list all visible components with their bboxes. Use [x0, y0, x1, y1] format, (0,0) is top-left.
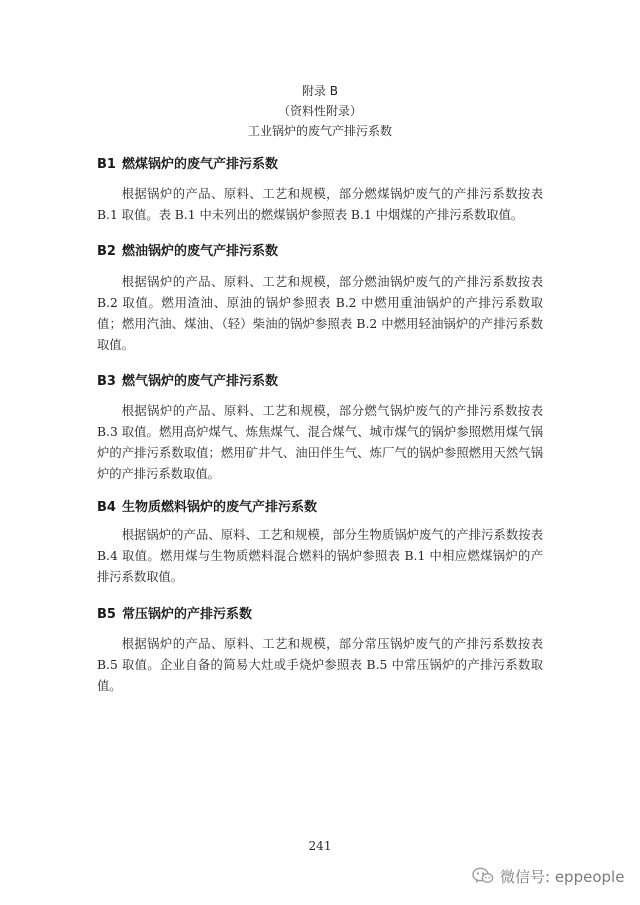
section-heading [97, 603, 557, 622]
section-heading [97, 496, 557, 515]
section-title: 燃气锅炉的废气产排污系数 [121, 374, 278, 389]
section-title: 燃油锅炉的废气产排污系数 [121, 244, 278, 259]
section-number: B1 [97, 157, 116, 172]
section-number: B4 [97, 500, 116, 515]
section-paragraph: 根据锅炉的产品、原料、工艺和规模，部分生物质锅炉废气的产排污系数按表 B.4 取值。燃用煤与生物质燃料混合燃料的锅炉参照表 B.1 中相应燃煤锅炉的产排污系数取值。 [97, 528, 543, 584]
section-heading [97, 240, 557, 259]
watermark [472, 864, 624, 888]
section-number: B2 [97, 244, 116, 259]
section-paragraph: 根据锅炉的产品、原料、工艺和规模，部分常压锅炉废气的产排污系数按表 B.5 取值。企业自备的简易大灶或手烧炉参照表 B.5 中常压锅炉的产排污系数取值。 [97, 637, 543, 693]
section-title: 生物质燃料锅炉的废气产排污系数 [121, 500, 317, 515]
wechat-icon [472, 867, 494, 885]
watermark-text: 微信号: eppeople [500, 867, 625, 886]
section-paragraph: 根据锅炉的产品、原料、工艺和规模，部分燃煤锅炉废气的产排污系数按表 B.1 取值。表 B.1 中未列出的燃煤锅炉参照表 B.1 中烟煤的产排污系数取值。 [97, 187, 543, 222]
section-number: B3 [97, 374, 116, 389]
section-paragraph: 根据锅炉的产品、原料、工艺和规模，部分燃气锅炉废气的产排污系数按表 B.3 取值。燃用高炉煤气、炼焦煤气、混合煤气、城市煤气的锅炉参照燃用煤气锅炉的产排污系数取值；燃用矿井气、油田伴生气、炼厂气的锅炉参照燃用天然气锅炉的产排污系数取值。 [97, 404, 543, 481]
appendix-title: 附录 B [301, 84, 339, 98]
section-paragraph: 根据锅炉的产品、原料、工艺和规模，部分燃油锅炉废气的产排污系数按表 B.2 取值。燃用渣油、原油的锅炉参照表 B.2 中燃用重油锅炉的产排污系数取值；燃用汽油、煤油、（轻）柴油的锅炉参照表 B.2 中燃用轻油锅炉的产排污系数取值。 [97, 275, 543, 352]
section-title: 常压锅炉的产排污系数 [121, 607, 252, 622]
section-heading [97, 370, 557, 389]
appendix-type: （资料性附录） [277, 104, 362, 118]
section-heading [97, 153, 557, 172]
section-number: B5 [97, 607, 116, 622]
section-title: 燃煤锅炉的废气产排污系数 [121, 157, 278, 172]
page-title: 工业锅炉的废气产排污系数 [247, 124, 392, 138]
page-number: 241 [308, 839, 332, 853]
